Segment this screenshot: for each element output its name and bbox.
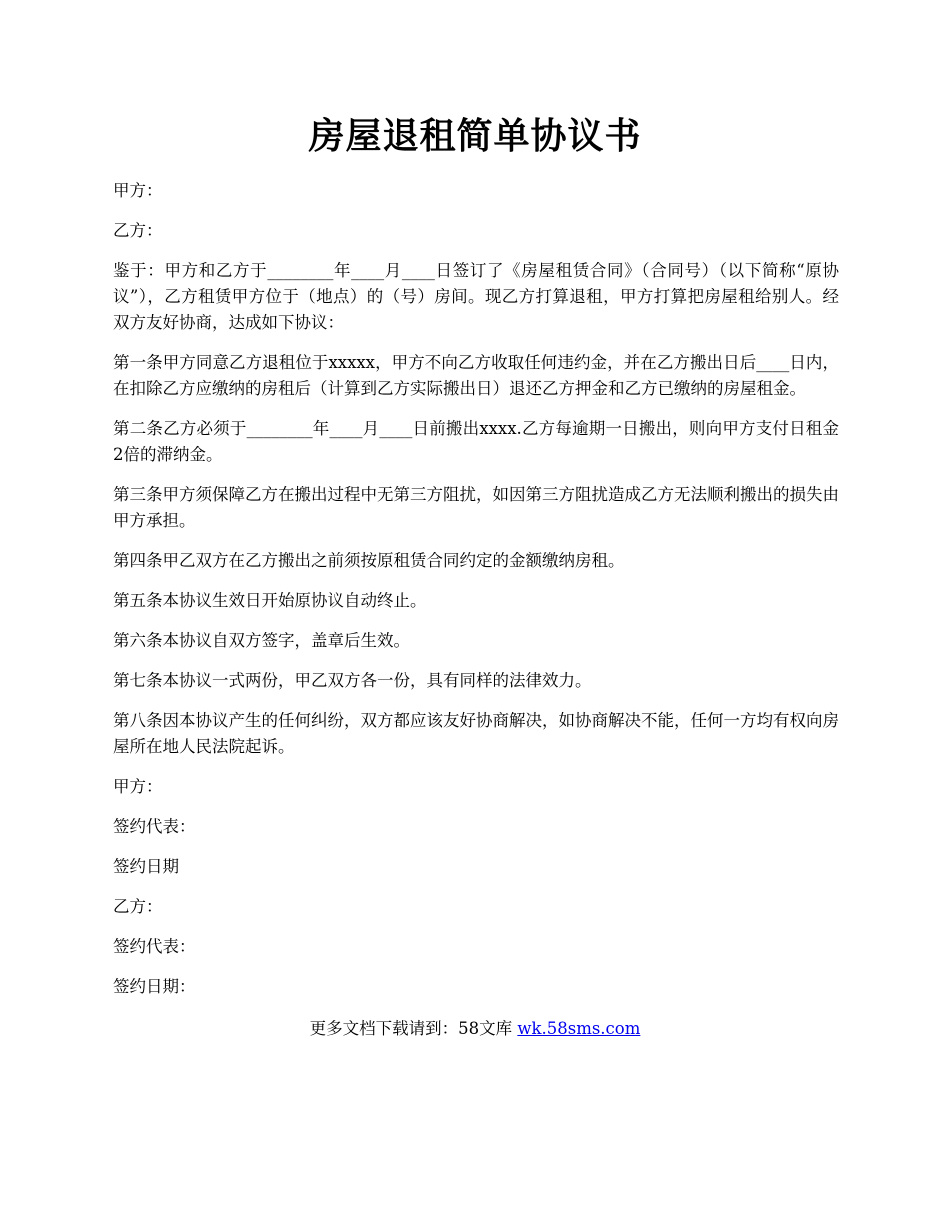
- footer-link[interactable]: wk.58sms.com: [517, 1019, 641, 1038]
- article-2: 第二条乙方必须于________年____月____日前搬出xxxx.乙方每逾期一日搬出，则向甲方支付日租金2倍的滞纳金。: [113, 419, 839, 464]
- article-6: 第六条本协议自双方签字，盖章后生效。: [113, 631, 410, 650]
- footer-prefix: 更多文档下载请到：58文库: [309, 1019, 518, 1038]
- signature-party-a: 甲方：: [113, 777, 163, 796]
- article-5: 第五条本协议生效日开始原协议自动终止。: [113, 591, 427, 610]
- preamble-paragraph: 鉴于：甲方和乙方于________年____月____日签订了《房屋租赁合同》（合同号）（以下简称“原协议”），乙方租赁甲方位于（地点）的（号）房间。现乙方打算退租，甲方打算把房屋租给别人。经双方友好协商，达成如下协议：: [113, 261, 839, 332]
- signature-party-b: 乙方：: [113, 897, 163, 916]
- signature-date-a: 签约日期: [113, 857, 179, 876]
- signature-date-b: 签约日期：: [113, 977, 196, 996]
- signature-rep-a: 签约代表：: [113, 817, 196, 836]
- article-8: 第八条因本协议产生的任何纠纷，双方都应该友好协商解决，如协商解决不能，任何一方均有权向房屋所在地人民法院起诉。: [113, 711, 839, 756]
- article-7: 第七条本协议一式两份，甲乙双方各一份，具有同样的法律效力。: [113, 671, 592, 690]
- document-title: 房屋退租简单协议书: [308, 115, 642, 157]
- article-3: 第三条甲方须保障乙方在搬出过程中无第三方阻扰，如因第三方阻扰造成乙方无法顺利搬出的损失由甲方承担。: [113, 485, 839, 530]
- article-4: 第四条甲乙双方在乙方搬出之前须按原租赁合同约定的金额缴纳房租。: [113, 551, 625, 570]
- document-body: [113, 178, 839, 1014]
- article-1: 第一条甲方同意乙方退租位于xxxxx，甲方不向乙方收取任何违约金，并在乙方搬出日后____日内，在扣除乙方应缴纳的房租后（计算到乙方实际搬出日）退还乙方押金和乙方已缴纳的房屋租金。: [113, 353, 839, 398]
- party-a-label: 甲方：: [113, 181, 163, 200]
- download-footer: [0, 1016, 950, 1042]
- signature-rep-b: 签约代表：: [113, 937, 196, 956]
- party-b-label: 乙方：: [113, 221, 163, 240]
